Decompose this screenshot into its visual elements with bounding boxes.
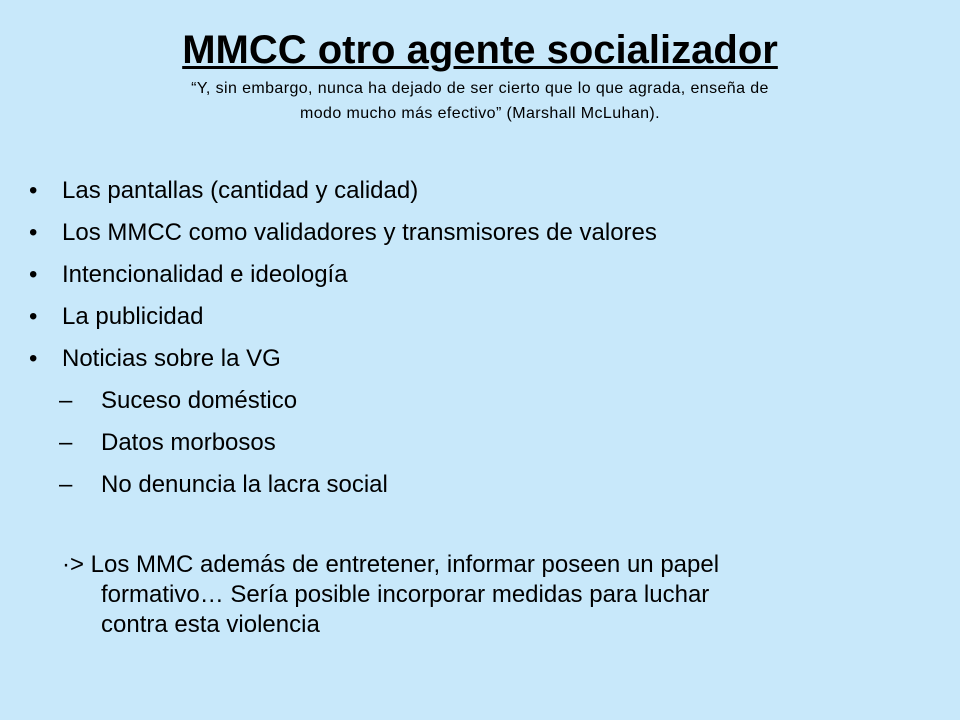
quote-line-1: “Y, sin embargo, nunca ha dejado de ser cierto que lo que agrada, enseña de bbox=[191, 80, 769, 97]
bullet-marker: • bbox=[29, 177, 38, 204]
conclusion-line-3: contra esta violencia bbox=[101, 611, 320, 638]
sub-bullet-marker: – bbox=[59, 429, 73, 456]
quote bbox=[100, 76, 860, 126]
sub-bullet-text: No denuncia la lacra social bbox=[101, 471, 388, 498]
quote-line-2: modo mucho más efectivo” (Marshall McLuhan). bbox=[300, 105, 660, 122]
bullet-marker: • bbox=[29, 303, 38, 330]
bullet-text: Intencionalidad e ideología bbox=[62, 261, 348, 288]
sub-bullet-marker: – bbox=[59, 471, 73, 498]
conclusion-line-2: formativo… Sería posible incorporar medidas para luchar bbox=[101, 581, 710, 608]
bullet-text: Las pantallas (cantidad y calidad) bbox=[62, 177, 419, 204]
bullet-marker: • bbox=[29, 219, 38, 246]
sub-bullet-text: Suceso doméstico bbox=[101, 387, 298, 414]
sub-bullet-text: Datos morbosos bbox=[101, 429, 276, 456]
conclusion-line-1: ·> Los MMC además de entretener, informar poseen un papel bbox=[62, 551, 720, 578]
slide-title: MMCC otro agente socializador bbox=[182, 28, 778, 72]
bullet-marker: • bbox=[29, 261, 38, 288]
sub-bullet-marker: – bbox=[59, 387, 73, 414]
bullet-text: Los MMCC como validadores y transmisores de valores bbox=[62, 219, 657, 246]
bullet-text: La publicidad bbox=[62, 303, 204, 330]
conclusion-paragraph bbox=[62, 550, 942, 640]
bullet-marker: • bbox=[29, 345, 38, 372]
bullet-text: Noticias sobre la VG bbox=[62, 345, 281, 372]
